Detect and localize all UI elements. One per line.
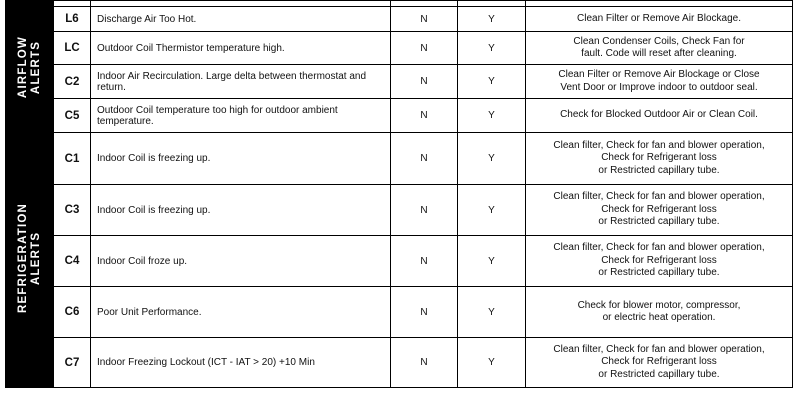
- alert-description: Indoor Freezing Lockout (ICT - IAT > 20) +10 Min: [91, 338, 391, 388]
- alert-code: C5: [54, 99, 91, 133]
- alert-flag-y: Y: [458, 65, 526, 99]
- alert-solution: Check for blower motor, compressor, or electric heat operation.: [526, 287, 793, 338]
- refrigeration-alerts-category: [6, 133, 54, 388]
- alert-solution: Check for Blocked Outdoor Air or Clean Coil.: [526, 99, 793, 133]
- table-row: [6, 287, 793, 338]
- alert-flag-n: N: [391, 133, 458, 185]
- table-row: [6, 65, 793, 99]
- table-row: [6, 133, 793, 185]
- alert-flag-n: N: [391, 287, 458, 338]
- alert-solution: Clean Condenser Coils, Check Fan for fault. Code will reset after cleaning.: [526, 32, 793, 65]
- refrigeration-alerts-label: REFRIGERATION ALERTS: [16, 202, 42, 313]
- alert-flag-n: N: [391, 7, 458, 32]
- alert-code: C4: [54, 236, 91, 287]
- table-row: [6, 236, 793, 287]
- alert-flag-n: N: [391, 236, 458, 287]
- alert-flag-n: N: [391, 32, 458, 65]
- alert-flag-y: Y: [458, 236, 526, 287]
- airflow-alerts-label: AIRFLOW ALERTS: [16, 35, 42, 99]
- alert-codes-table: [5, 0, 793, 388]
- alert-code: C2: [54, 65, 91, 99]
- alert-description: Indoor Coil froze up.: [91, 236, 391, 287]
- alert-code: C7: [54, 338, 91, 388]
- alert-flag-y: Y: [458, 287, 526, 338]
- airflow-alerts-category: [6, 7, 54, 133]
- alert-flag-n: N: [391, 338, 458, 388]
- alert-solution: Clean filter, Check for fan and blower operation, Check for Refrigerant loss or Restricted capillary tube.: [526, 133, 793, 185]
- alert-code: C1: [54, 133, 91, 185]
- alert-flag-n: N: [391, 99, 458, 133]
- alert-flag-n: N: [391, 185, 458, 236]
- alert-solution: Clean filter, Check for fan and blower operation, Check for Refrigerant loss or Restricted capillary tube.: [526, 185, 793, 236]
- table-row: [6, 99, 793, 133]
- alert-description: Outdoor Coil temperature too high for outdoor ambient temperature.: [91, 99, 391, 133]
- table-row: [6, 338, 793, 388]
- alert-solution: Clean Filter or Remove Air Blockage or Close Vent Door or Improve indoor to outdoor seal.: [526, 65, 793, 99]
- alert-flag-y: Y: [458, 133, 526, 185]
- alert-description: Discharge Air Too Hot.: [91, 7, 391, 32]
- alert-flag-y: Y: [458, 7, 526, 32]
- alert-code: C6: [54, 287, 91, 338]
- alert-description: Indoor Air Recirculation. Large delta between thermostat and return.: [91, 65, 391, 99]
- alert-flag-y: Y: [458, 338, 526, 388]
- table-row: [6, 7, 793, 32]
- alert-flag-n: N: [391, 65, 458, 99]
- alert-flag-y: Y: [458, 32, 526, 65]
- alert-description: Indoor Coil is freezing up.: [91, 133, 391, 185]
- alert-description: Poor Unit Performance.: [91, 287, 391, 338]
- alert-solution: Clean filter, Check for fan and blower operation, Check for Refrigerant loss or Restricted capillary tube.: [526, 338, 793, 388]
- alert-solution: Clean filter, Check for fan and blower operation, Check for Refrigerant loss or Restricted capillary tube.: [526, 236, 793, 287]
- alert-code: L6: [54, 7, 91, 32]
- table-row: [6, 32, 793, 65]
- alert-code: LC: [54, 32, 91, 65]
- alert-code: C3: [54, 185, 91, 236]
- alert-flag-y: Y: [458, 185, 526, 236]
- alert-solution: Clean Filter or Remove Air Blockage.: [526, 7, 793, 32]
- alert-description: Indoor Coil is freezing up.: [91, 185, 391, 236]
- table-row: [6, 185, 793, 236]
- alert-flag-y: Y: [458, 99, 526, 133]
- alert-description: Outdoor Coil Thermistor temperature high.: [91, 32, 391, 65]
